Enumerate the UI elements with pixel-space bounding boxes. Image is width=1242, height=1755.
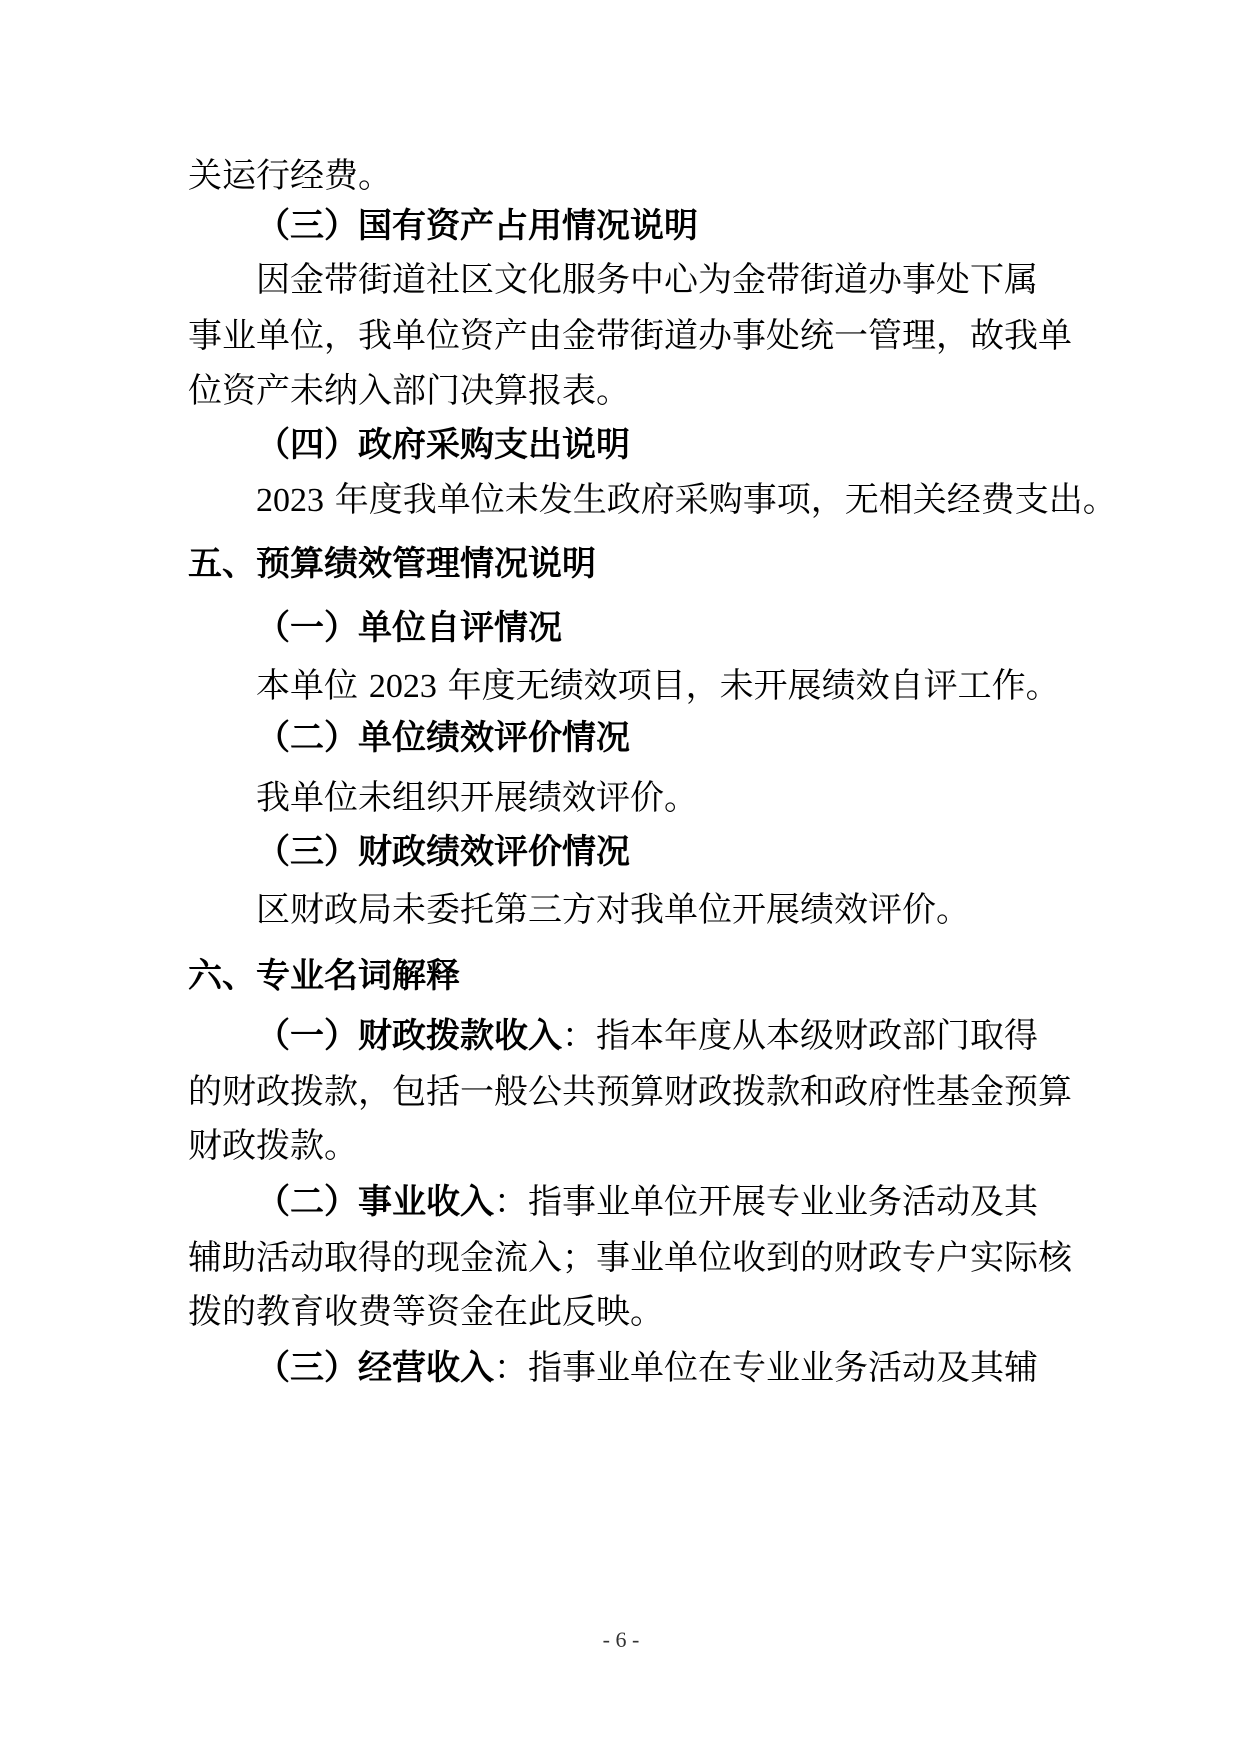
paragraph-line bbox=[188, 1236, 1072, 1280]
paragraph-line bbox=[188, 1124, 358, 1168]
subsection-heading bbox=[256, 716, 630, 760]
line-text: 区财政局未委托第三方对我单位开展绩效评价。 bbox=[256, 890, 970, 930]
line-text-prefix: 本单位 bbox=[256, 666, 369, 706]
line-text: 年度我单位未发生政府采购事项，无相关经费支出。 bbox=[324, 480, 1117, 520]
paragraph-line bbox=[256, 478, 1117, 522]
paragraph-line bbox=[188, 369, 630, 413]
heading-text: （一）单位自评情况 bbox=[256, 608, 562, 648]
subsection-heading bbox=[256, 830, 630, 874]
chapter-heading bbox=[188, 542, 596, 586]
line-text: 位资产未纳入部门决算报表。 bbox=[188, 371, 630, 411]
heading-text: （四）政府采购支出说明 bbox=[256, 425, 630, 465]
definition-line bbox=[256, 1180, 1038, 1224]
paragraph-line bbox=[256, 888, 970, 932]
line-text: 财政拨款。 bbox=[188, 1126, 358, 1166]
paragraph-line bbox=[256, 664, 1060, 708]
heading-text: （二）单位绩效评价情况 bbox=[256, 718, 630, 758]
line-text: 我单位未组织开展绩效评价。 bbox=[256, 778, 698, 818]
heading-text: （三）财政绩效评价情况 bbox=[256, 832, 630, 872]
line-text: ：指事业单位开展专业业务活动及其 bbox=[494, 1182, 1038, 1222]
term-label: （一）财政拨款收入 bbox=[256, 1016, 562, 1056]
heading-text: 五、预算绩效管理情况说明 bbox=[188, 544, 596, 584]
line-text: 事业单位，我单位资产由金带街道办事处统一管理，故我单 bbox=[188, 316, 1072, 356]
line-text: 拨的教育收费等资金在此反映。 bbox=[188, 1292, 664, 1332]
section-heading bbox=[256, 423, 630, 467]
definition-line bbox=[256, 1014, 1038, 1058]
paragraph-line bbox=[188, 1290, 664, 1334]
paragraph-line bbox=[256, 258, 1038, 302]
definition-line bbox=[256, 1346, 1038, 1390]
line-text: 年度无绩效项目，未开展绩效自评工作。 bbox=[436, 666, 1060, 706]
paragraph-line bbox=[188, 314, 1072, 358]
section-heading bbox=[256, 204, 698, 248]
line-text: 因金带街道社区文化服务中心为金带街道办事处下属 bbox=[256, 260, 1038, 300]
line-text: ：指事业单位在专业业务活动及其辅 bbox=[494, 1348, 1038, 1388]
heading-text: （三）国有资产占用情况说明 bbox=[256, 206, 698, 246]
paragraph-line bbox=[256, 776, 698, 820]
line-text: 关运行经费。 bbox=[188, 156, 392, 196]
subsection-heading bbox=[256, 606, 562, 650]
term-label: （三）经营收入 bbox=[256, 1348, 494, 1388]
chapter-heading bbox=[188, 954, 460, 998]
paragraph-line bbox=[188, 154, 392, 198]
heading-text: 六、专业名词解释 bbox=[188, 956, 460, 996]
year-number: 2023 bbox=[368, 668, 437, 705]
line-text: ：指本年度从本级财政部门取得 bbox=[562, 1016, 1038, 1056]
year-number: 2023 bbox=[256, 482, 324, 519]
term-label: （二）事业收入 bbox=[256, 1182, 494, 1222]
paragraph-line bbox=[188, 1070, 1072, 1114]
line-text: 辅助活动取得的现金流入；事业单位收到的财政专户实际核 bbox=[188, 1238, 1072, 1278]
page-number: - 6 - bbox=[602, 1627, 640, 1652]
line-text: 的财政拨款，包括一般公共预算财政拨款和政府性基金预算 bbox=[188, 1072, 1072, 1112]
